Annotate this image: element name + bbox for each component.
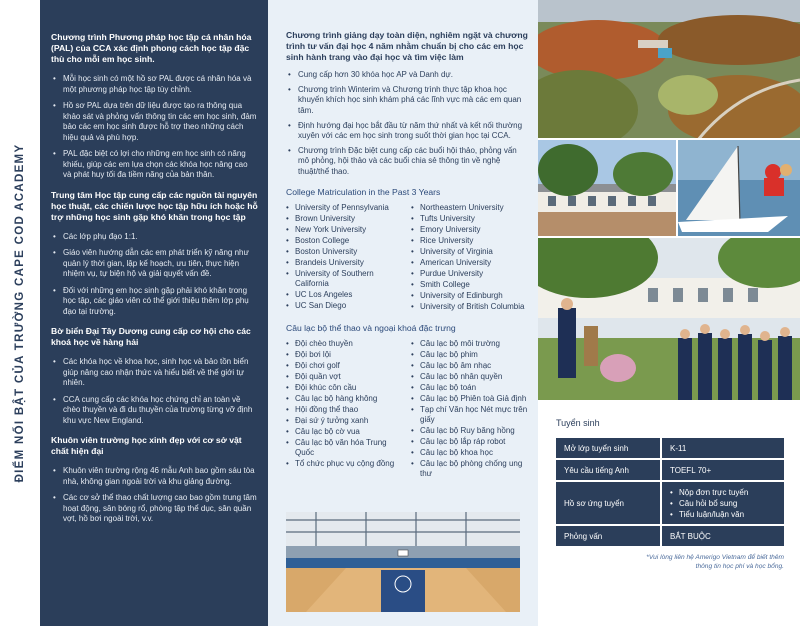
club-item: • Câu lạc bộ hàng không	[286, 394, 403, 404]
note-line: thông tin học phí và học bổng.	[695, 562, 784, 570]
club-item: • Tạp chí Văn học Nét mực trên giấy	[411, 405, 528, 425]
learning-center-heading: Trung tâm Học tập cung cấp các nguồn tài nguyên học thuật, các chiến lược học tập hữu ích hoặc hỗ trợ những học sinh gặp khó khăn trong học tập	[51, 189, 258, 222]
aerial-campus-photo	[538, 0, 800, 138]
sailing-photo	[678, 140, 800, 236]
campus-item: • Các cơ sở thể thao chất lượng cao bao gồm trung tâm hoạt động, sân bóng rổ, phòng tập thể dục, sân quần vợt, hồ bơi ngoài trời, v.v.	[51, 493, 258, 525]
clubs-heading: Câu lạc bộ thể thao và ngoại khoá đặc trưng	[286, 323, 456, 334]
learning-center-item: • Đối với những em học sinh gặp phải khó khăn trong học tập, các giáo viên có thể giới thiệu thêm lớp phụ đạo tại trường.	[51, 286, 258, 318]
table-row	[556, 438, 784, 458]
university-item: • New York University	[286, 225, 403, 235]
club-item: • Câu lạc bộ môi trường	[411, 339, 528, 349]
club-item: • Câu lạc bộ nhân quyền	[411, 372, 528, 382]
club-item: • Câu lạc bộ phim	[411, 350, 528, 360]
club-item: • Câu lạc bộ lắp ráp robot	[411, 437, 528, 447]
campus-building-photo	[538, 140, 676, 236]
curriculum-item: • Chương trình Đặc biệt cung cấp các buổi hội thảo, phỏng vấn mô phỏng, hội thảo và các buổi chia sẻ thông tin về nghệ thuật/thể thao.	[286, 146, 528, 177]
campus-item: • Khuôn viên trường rộng 46 mẫu Anh bao gồm sáu tòa nhà, không gian ngoài trời và khu giảng đường.	[51, 466, 258, 487]
university-item: • Tufts University	[411, 214, 528, 224]
university-item: • Emory University	[411, 225, 528, 235]
university-item: • UC Los Angeles	[286, 290, 403, 300]
club-item: • Đại sứ ý tưởng xanh	[286, 416, 403, 426]
club-item: • Câu lạc bộ văn hóa Trung Quốc	[286, 438, 403, 458]
university-item: • University of British Columbia	[411, 302, 528, 312]
admission-key: Hồ sơ ứng tuyển	[556, 482, 662, 524]
matriculation-col-2	[411, 203, 528, 313]
club-item: • Câu lạc bộ Ruy băng hồng	[411, 426, 528, 436]
university-item: • Boston College	[286, 236, 403, 246]
university-item: • Boston University	[286, 247, 403, 257]
curriculum-item: • Chương trình Winterim và Chương trình thực tập khoa học khuyến khích học sinh khám phá các lĩnh vực mà các em quan tâm.	[286, 85, 528, 116]
pal-heading: Chương trình Phương pháp học tập cá nhân hóa (PAL) của CCA xác định phong cách học tập đặc thù cho mỗi em học sinh.	[51, 32, 252, 64]
application-item: • Tiểu luận/luận văn	[670, 509, 776, 520]
clubs-col-2	[411, 339, 528, 480]
matriculation-heading: College Matriculation in the Past 3 Years	[286, 186, 441, 197]
university-item: • Smith College	[411, 280, 528, 290]
admission-value: TOEFL 70+	[662, 460, 784, 480]
university-item: • Brandeis University	[286, 258, 403, 268]
university-item: • Purdue University	[411, 269, 528, 279]
application-item: • Câu hỏi bổ sung	[670, 498, 776, 509]
note-line: *Vui lòng liên hệ Amerigo Vietnam để biết thêm	[646, 554, 784, 561]
table-row	[556, 482, 784, 524]
pal-item: • Mỗi học sinh có một hồ sơ PAL được cá nhân hóa và một phương pháp học tập tùy chỉnh.	[51, 74, 258, 95]
curriculum-item: • Cung cấp hơn 30 khóa học AP và Danh dự.	[286, 70, 528, 80]
curriculum-heading: Chương trình giảng dạy toàn diện, nghiêm ngặt và chương trình tư vấn đại học 4 năm nhằm chuẩn bị cho các em học sinh hành trang vào đại học và tìm việc làm	[286, 30, 528, 62]
graduation-photo	[538, 238, 800, 400]
application-list	[670, 487, 776, 520]
maritime-item: • CCA cung cấp các khóa học chứng chỉ an toàn về chèo thuyền và đi du thuyền của trường từng vỡ định khu vực New England.	[51, 395, 258, 427]
maritime-item: • Các khóa học về khoa học, sinh học và bảo tồn biển giúp nâng cao nhận thức và hiểu biết về thế giới tự nhiên.	[51, 357, 258, 389]
club-item: • Câu lạc bộ khoa học	[411, 448, 528, 458]
clubs-columns	[286, 339, 528, 480]
admission-value	[662, 482, 784, 524]
club-item: • Câu lạc bộ phòng chống ung thư	[411, 459, 528, 479]
club-item: • Câu lạc bộ toán	[411, 383, 528, 393]
admission-value: BẮT BUỘC	[662, 526, 784, 546]
club-item: • Câu lạc bộ cờ vua	[286, 427, 403, 437]
university-item: • American University	[411, 258, 528, 268]
pal-item: • Hồ sơ PAL dựa trên dữ liệu được tạo ra thông qua khảo sát và phỏng vấn thông tin các em học sinh, đảm bảo các em học sinh được hỗ trợ theo những cách hiệu quả và phù hợp.	[51, 101, 258, 143]
table-row	[556, 460, 784, 480]
club-item: • Đội chèo thuyền	[286, 339, 403, 349]
admission-note	[556, 554, 784, 571]
club-item: • Đội quần vợt	[286, 372, 403, 382]
admission-table	[556, 436, 784, 548]
university-item: • University of Pennsylvania	[286, 203, 403, 213]
admission-key: Phỏng vấn	[556, 526, 662, 546]
club-item: • Câu lạc bộ Phiên toà Giả định	[411, 394, 528, 404]
learning-center-item: • Các lớp phụ đạo 1:1.	[51, 232, 258, 243]
university-item: • UC San Diego	[286, 301, 403, 311]
university-item: • Northeastern University	[411, 203, 528, 213]
pal-item: • PAL đặc biệt có lợi cho những em học sinh có năng khiếu, giúp các em lựa chọn các khóa học nâng cao và phát huy tối đa tiềm năng của bản thân.	[51, 149, 258, 181]
clubs-col-1	[286, 339, 403, 480]
learning-center-item: • Giáo viên hướng dẫn các em phát triển kỹ năng như quản lý thời gian, lập kế hoạch, ưu tiên, thực hiện nhiệm vụ, tự biện hộ và giải quyết vấn đề.	[51, 248, 258, 280]
admission-key: Mở lớp tuyển sinh	[556, 438, 662, 458]
maritime-heading: Bờ biển Đại Tây Dương cung cấp cơ hội cho các khoá học về hàng hải	[51, 326, 251, 347]
side-bar	[0, 0, 40, 626]
side-title: ĐIỂM NỔI BẬT CỦA TRƯỜNG CAPE COD ACADEMY	[14, 143, 26, 483]
left-panel	[40, 0, 268, 626]
admission-key: Yêu cầu tiếng Anh	[556, 460, 662, 480]
university-item: • Rice University	[411, 236, 528, 246]
club-item: • Tổ chức phục vụ cộng đồng	[286, 459, 403, 469]
application-item: • Nộp đơn trực tuyến	[670, 487, 776, 498]
campus-heading: Khuôn viên trường học xinh đẹp với cơ sở vật chất hiện đại	[51, 435, 242, 456]
gym-photo	[286, 512, 520, 612]
admission-value: K-11	[662, 438, 784, 458]
university-item: • University of Virginia	[411, 247, 528, 257]
admission-section	[556, 418, 784, 571]
matriculation-columns	[286, 203, 528, 313]
matriculation-col-1	[286, 203, 403, 313]
campus-list	[51, 466, 258, 525]
curriculum-item: • Định hướng đại học bắt đầu từ năm thứ nhất và kết nối thường xuyên với các em học sinh trong suốt thời gian học tại CCA.	[286, 121, 528, 141]
club-item: • Hội đồng thể thao	[286, 405, 403, 415]
pal-list	[51, 74, 258, 181]
maritime-list	[51, 357, 258, 426]
club-item: • Câu lạc bộ âm nhạc	[411, 361, 528, 371]
university-item: • University of Edinburgh	[411, 291, 528, 301]
club-item: • Đội bơi lội	[286, 350, 403, 360]
university-item: • University of Southern California	[286, 269, 403, 289]
club-item: • Đội khúc côn cầu	[286, 383, 403, 393]
table-row	[556, 526, 784, 546]
university-item: • Brown University	[286, 214, 403, 224]
curriculum-list	[286, 70, 528, 177]
club-item: • Đội chơi golf	[286, 361, 403, 371]
admission-title: Tuyển sinh	[556, 418, 600, 428]
learning-center-list	[51, 232, 258, 318]
